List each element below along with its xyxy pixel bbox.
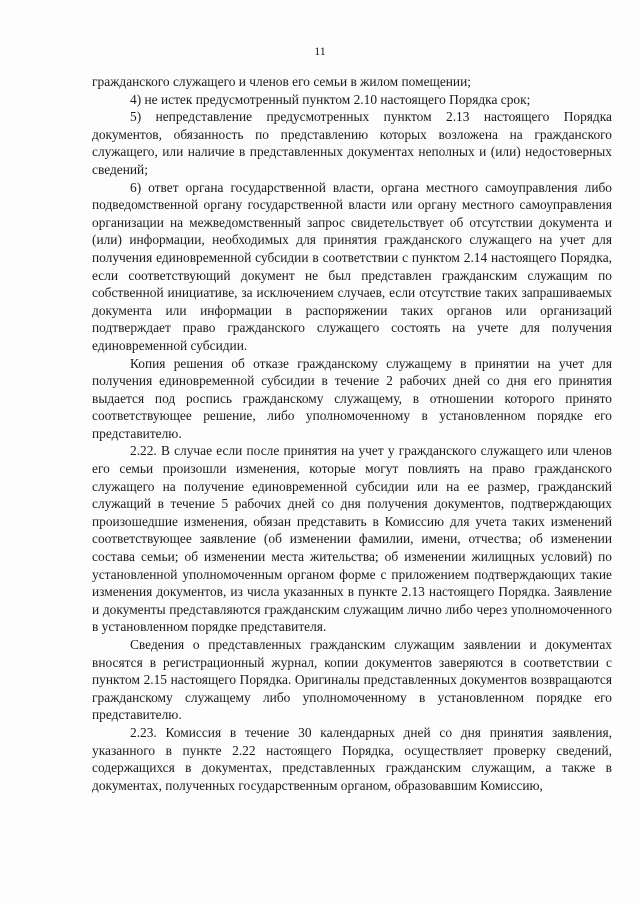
paragraph: гражданского служащего и членов его семьи в жилом помещении; xyxy=(92,74,471,89)
paragraph: 4) не истек предусмотренный пунктом 2.10 настоящего Порядка срок; xyxy=(130,91,531,107)
paragraph: Сведения о представленных гражданским служащим заявлении и документах вносятся в регистрационный журнал, копии документов заверяются в соответствии с пунктом 2.15 настоящего Порядка. Оригиналы представленных документов возвращаются гражданскому служащему либо уполномоченному в установленном порядке его представителю. xyxy=(92,637,612,723)
paragraph: Копия решения об отказе гражданскому служащему в принятии на учет для получения единовременной субсидии в течение 2 рабочих дней со дня его принятия выдается под роспись гражданскому служащему, в отношении которого принято соответствующее решение, либо уполномоченному в установленном порядке его представителю. xyxy=(92,355,612,441)
paragraph: 6) ответ органа государственной власти, органа местного самоуправления либо подведомственной органу государственной власти или органу местного самоуправления организации на межведомственный запрос свидетельствует об отсутствии документа и (или) информации, необходимых для принятия гражданского служащего на учет для получения единовременной субсидии в соответствии с пунктом 2.14 настоящего Порядка, если соответствующий документ не был представлен гражданским служащим по собственной инициативе, за исключением случаев, если отсутствие таких запрашиваемых документа или информации в распоряжении таких органов или организаций подтверждает право гражданского служащего состоять на учете для получения единовременной субсидии. xyxy=(92,179,612,353)
paragraph: 2.23. Комиссия в течение 30 календарных дней со дня принятия заявления, указанного в пункте 2.22 настоящего Порядка, осуществляет проверку сведений, содержащихся в документах, представленных гражданским служащим, а также в документах, полученных государственным органом, образовавшим Комиссию, xyxy=(92,724,612,793)
paragraph: 2.22. В случае если после принятия на учет у гражданского служащего или членов его семьи произошли изменения, которые могут повлиять на право гражданского служащего на получение единовременной субсидии или на ее размер, гражданский служащий в течение 5 рабочих дней со дня получения документов, подтверждающих произошедшие изменения, обязан представить в Комиссию для учета таких изменений соответствующее заявление (об изменении фамилии, имени, отчества; об изменении состава семьи; об изменении места жительства; об изменении жилищных условий) по установленной уполномоченным органом форме с приложением подтверждающих такие изменения документов, из числа указанных в пункте 2.13 настоящего Порядка. Заявление и документы представляются гражданским служащим лично либо через уполномоченного в установленном порядке представителя. xyxy=(92,443,612,635)
paragraph: 5) непредставление предусмотренных пунктом 2.13 настоящего Порядка документов, обязанность по представлению которых возложена на гражданского служащего, или наличие в представленных документах неполных и (или) недостоверных сведений; xyxy=(92,109,612,177)
document-body xyxy=(92,73,612,794)
page-number: 11 xyxy=(314,44,326,58)
